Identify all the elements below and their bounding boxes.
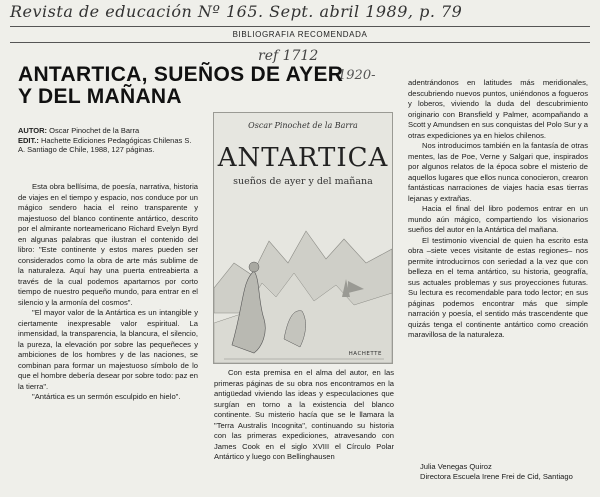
right-paragraph-3: Hacia el final del libro podemos entrar en un mundo aún mágico, compartiendo los visionarios sueños del autor en la Antártica del mañana. xyxy=(408,204,588,234)
handwritten-year: 1920- xyxy=(338,68,376,83)
book-cover-image xyxy=(213,112,393,364)
cover-title: ANTARTICA xyxy=(217,143,389,173)
left-paragraph-2: "El mayor valor de la Antártica es un intangible y ciertamente inexpresable valor espiritual. La inmensidad, la transparencia, la blancura, el silencio, la pureza, la elevación por sobre las pequeñeces y ambiciones de los hombres y de las naciones, se combinan para formar un majestuoso símbolo de lo que el hombre debería desear por sobre todo: paz en la tierra". xyxy=(18,308,198,391)
signature-name: Julia Venegas Quiroz xyxy=(420,462,492,471)
cover-publisher: HACHETTE xyxy=(348,351,382,357)
middle-column xyxy=(214,368,394,463)
edit-value: Hachette Ediciones Pedagógicas Chilenas S. A. Santiago de Chile, 1988, 127 páginas. xyxy=(18,135,192,154)
cover-author: Oscar Pinochet de la Barra xyxy=(248,121,358,130)
edit-label: EDIT.: xyxy=(18,135,39,145)
left-paragraph-1: Esta obra bellísima, de poesía, narrativa, historia de viajes en el tiempo y espacio, nos conduce por un mágico sendero hacia el reino transparente y majestuoso del blanco continente antártico, descrito por el almirante norteamericano Richard Evelyn Byrd en algunas palabras que ilustran el contenido del libro: "Este continente y estos mares pueden ser considerados como la obra de arte más sublime de la naturaleza. Aquí hay una puerta entreabierta a través de la cual podemos apartarnos por corto tiempo de nuestro pequeño mundo, para entrar en el silencio y la armonía del cosmos". xyxy=(18,182,198,307)
section-label: BIBLIOGRAFIA RECOMENDADA xyxy=(232,30,368,39)
right-paragraph-4: El testimonio vivencial de quien ha escrito esta obra –siete veces visitante de estas regiones– nos permite introducirnos con seriedad a la vez que con belleza en el tema antártico, su historia, geografía, sus actuales problemas y sus proyecciones futuras. Su lectura es recomendable para todo lector; en sus páginas podemos encontrar más que simple narración y poesía, el sentido más trascendente que quizás tenga el continente antártico como creación maravillosa de la naturaleza. xyxy=(408,235,588,339)
left-paragraph-3: "Antártica es un sermón esculpido en hielo". xyxy=(32,392,181,401)
autor-label: AUTOR: xyxy=(18,126,48,135)
right-column xyxy=(408,78,588,341)
handwritten-reference: ref 1712 xyxy=(258,48,319,64)
cover-subtitle: sueños de ayer y del mañana xyxy=(233,176,373,187)
left-column xyxy=(18,182,198,403)
right-paragraph-1: adentrándonos en latitudes más meridionales, descubriendo nuevos puntos, uniéndonos a fogueros y loberos, viviendo la duda del descubrimiento originario con Bransfield y Palmer, acompañando a Scott y Amundsen en sus conquistas del Polo Sur y a otras expediciones ya en hielos chilenos. xyxy=(408,78,588,140)
article-headline: ANTARTICA, SUEÑOS DE AYER Y DEL MAÑANA xyxy=(18,63,344,108)
right-paragraph-2: Nos introducimos también en la fantasía de otras mentes, las de Poe, Verne y Salgari que, inspirados por algunos relatos de la época sobre el misterio de aquellos lugares que ellos nunca conocieron, crearon fantásticas narraciones de viajes hacia esas tierras lejanas y extrañas. xyxy=(408,141,588,203)
section-rule xyxy=(10,42,590,43)
book-metadata xyxy=(18,126,198,155)
top-rule xyxy=(10,26,590,27)
signature-role: Directora Escuela Irene Frei de Cid, Santiago xyxy=(420,471,573,481)
autor-value: Oscar Pinochet de la Barra xyxy=(49,126,140,135)
review-signature xyxy=(420,462,595,481)
handwritten-citation: Revista de educación Nº 165. Sept. abril 1989, p. 79 xyxy=(10,2,463,21)
middle-paragraph-1: Con esta premisa en el alma del autor, en las primeras páginas de su obra nos encontramos en la antigüedad viviendo las ideas y especulaciones que surgían en torno a la existencia del blanco continente. Su misterio hacía que se le llamara la "Terra Australis Incognita", continuando su historia con las primeras expediciones, atravesando con James Cook en el siglo XVIII el Círculo Polar Antártico y luego con Bellinghausen xyxy=(214,368,394,461)
